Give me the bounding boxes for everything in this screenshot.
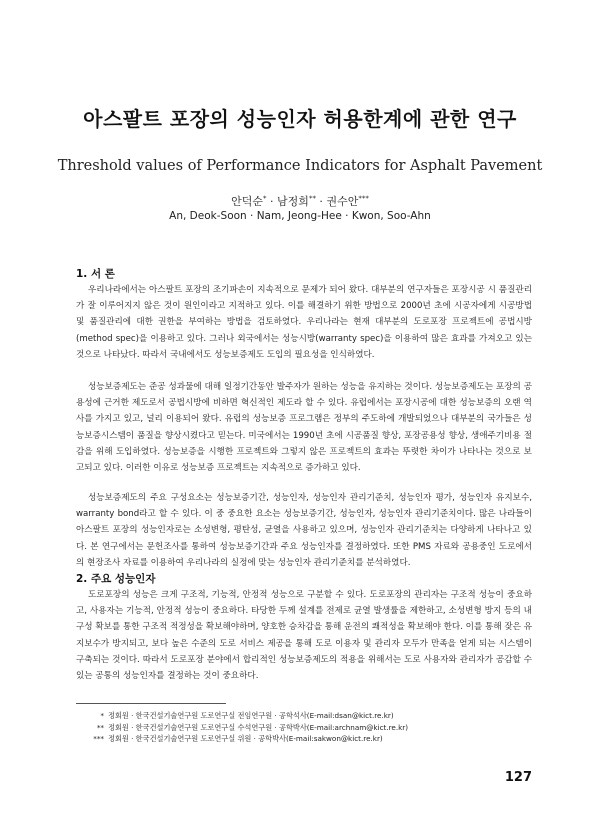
author-name: 남정희: [277, 195, 309, 208]
author-name: 안덕순: [231, 195, 264, 208]
footnote-divider: [76, 703, 226, 704]
page-number: 127: [504, 770, 532, 785]
footnote: [76, 710, 536, 722]
author-mark: **: [308, 194, 316, 203]
authors-korean: [0, 193, 600, 209]
footnote-mark: **: [96, 722, 104, 732]
paper-title: 아스팔트 포장의 성능인자 허용한계에 관한 연구: [83, 107, 517, 131]
author-separator: ·: [315, 195, 327, 208]
body-paragraph: 성능보증제도는 준공 성과물에 대해 일정기간동안 발주자가 원하는 성능을 유지하는 것이다. 성능보증제도는 포장의 공용성에 근거한 제도로서 공법시방에 비하면 혁신적인 제도라 할 수 있다. 유럽에서는 포장시공에 대한 성능보증의 오랜 역사를 가지고 있고, 널리 이용되어 왔다. 유럽의 성능보증 프로그램은 정부의 주도하에 개발되었으나 대부분의 국가들은 성능보증시스템이 품질을 향상시켰다고 믿는다. 미국에서는 1990년 초에 시공품질 향상, 포장공용성 향상, 생애주기비용 절감을 위해 도입하였다. 성능보증을 시행한 프로젝트와 그렇지 않은 프로젝트의 효과는 뚜렷한 차이가 나타나는 것으로 보고되고 있다. 이러한 이유로 성능보증 프로젝트는 지속적으로 증가하고 있다.: [76, 382, 532, 474]
section-heading: 1. 서 론: [76, 268, 115, 280]
body-paragraph: 성능보증제도의 주요 구성요소는 성능보증기간, 성능인자, 성능인자 관리기준치, 성능인자 평가, 성능인자 유지보수, warranty bond라고 할 수 있다. 이 중 중요한 요소는 성능보증기간, 성능인자, 성능인자 관리기준치이다. 많은 나라들이 아스팔트 포장의 성능인자로는 소성변형, 평탄성, 균열을 사용하고 있으며, 성능인자 관리기준치는 다양하게 나타나고 있다. 본 연구에서는 문헌조사를 통하여 성능보증기간과 주요 성능인자를 결정하였다. 또한 PMS 자료와 공용중인 도로에서의 현장조사 자료를 이용하여 우리나라의 실정에 맞는 성능인자 관리기준치를 분석하였다.: [76, 493, 532, 568]
footnote-text: 정회원 · 한국건설기술연구원 도로연구실 수석연구원 · 공학박사(E-mail:archnam@kict.re.kr): [108, 722, 409, 732]
footnotes: [76, 710, 536, 745]
author-mark: *: [263, 194, 267, 203]
footnote-mark: *: [100, 711, 104, 720]
author-separator: ·: [266, 195, 278, 208]
body-paragraph: 도로포장의 성능은 크게 구조적, 기능적, 안정적 성능으로 구분할 수 있다. 도로포장의 관리자는 구조적 성능이 중요하고, 사용자는 기능적, 안정적 성능이 중요하다. 타당한 두께 설계를 전제로 균열 발생률을 제한하고, 소성변형 방지 등의 내구성 확보를 통한 구조적 적정성을 확보해야하며, 양호한 승차감을 통해 운전의 쾌적성을 확보해야 한다. 이를 통해 잦은 유지보수가 방지되고, 보다 높은 수준의 도로 서비스 제공을 통해 도로 이용자 및 관리자 모두가 만족을 얻게 되는 시스템이 구축되는 것이다. 따라서 도로포장 분야에서 합리적인 성능보증제도의 적용을 위해서는 도로 사용자와 관리자가 공감할 수 있는 공통의 성능인자를 결정하는 것이 중요하다.: [76, 590, 532, 682]
paper-subtitle-english: Threshold values of Performance Indicators for Asphalt Pavement: [57, 158, 543, 174]
section-heading: 2. 주요 성능인자: [76, 573, 156, 585]
footnote-mark: ***: [93, 734, 104, 743]
footnote-text: 정회원 · 한국건설기술연구원 도로연구실 전임연구원 · 공학석사(E-mail:dsan@kict.re.kr): [108, 711, 394, 720]
author-mark: ***: [358, 194, 369, 203]
authors-english: An, Deok-Soon · Nam, Jeong-Hee · Kwon, Soo-Ahn: [169, 210, 431, 222]
footnote: [76, 733, 536, 745]
footnote: [76, 722, 536, 734]
body-paragraph: 우리나라에서는 아스팔트 포장의 조기파손이 지속적으로 문제가 되어 왔다. 대부분의 연구자들은 포장시공 시 품질관리가 잘 이루어지지 않은 것이 원인이라고 지적하고 있다. 이를 해결하기 위한 방법으로 2000년 초에 시공자에게 시공방법 및 품질관리에 대한 권한을 부여하는 방법을 검토하였다. 우리나라는 현재 대부분의 도로포장 프로젝트에 공법시방(method spec)을 이용하고 있다. 그러나 외국에서는 성능시방(warranty spec)을 이용하여 많은 효과를 가져오고 있는 것으로 나타났다. 따라서 국내에서도 성능보증제도 도입의 필요성을 인식하였다.: [76, 285, 532, 360]
author-name: 권수안: [326, 195, 359, 208]
footnote-text: 정회원 · 한국건설기술연구원 도로연구실 위원 · 공학박사(E-mail:sakwon@kict.re.kr): [108, 734, 383, 743]
